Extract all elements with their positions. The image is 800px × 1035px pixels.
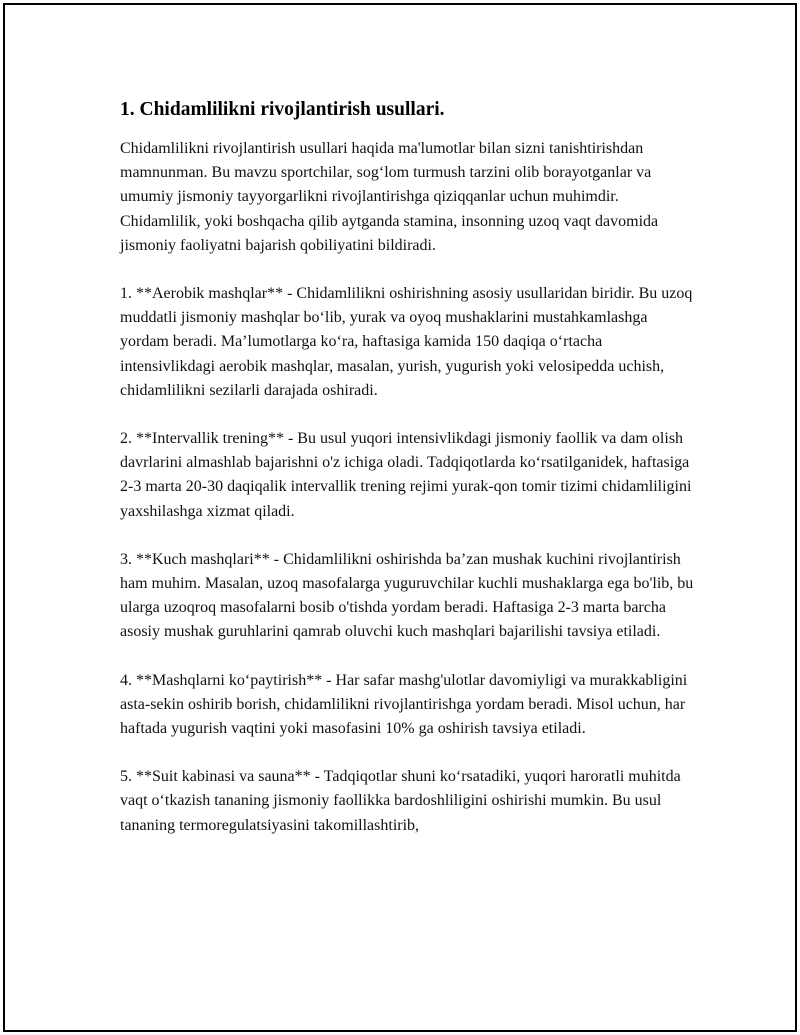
intro-paragraph: Chidamlilikni rivojlantirish usullari haqida ma'lumotlar bilan sizni tanishtirishdan mamnunman. Bu mavzu sportchilar, sog‘lom turmush tarzini olib borayotganlar va umumiy jismoniy tayyorgarlikni rivojlantirishga qiziqqanlar uchun muhimdir. Chidamlilik, yoki boshqacha qilib aytganda stamina, insonning uzoq vaqt davomida jismoniy faoliyatni bajarish qobiliyatini bildiradi. [120, 140, 659, 254]
interval-training-paragraph: 2. **Intervallik trening** - Bu usul yuqori intensivlikdagi jismoniy faollik va dam olish davrlarini almashlab bajarishni o'z ichiga oladi. Tadqiqotlarda ko‘rsatilganidek, haftasiga 2-3 marta 20-30 daqiqalik intervallik trening rejimi yurak-qon tomir tizimi chidamliligini yaxshilashga xizmat qiladi. [120, 430, 692, 520]
sauna-paragraph: 5. **Suit kabinasi va sauna** - Tadqiqotlar shuni ko‘rsatadiki, yuqori haroratli muhitda vaqt o‘tkazish tananing jismoniy faollikka bardoshliligini oshirishi mumkin. Bu usul tananing termoregulatsiyasini takomillashtirib, [120, 768, 681, 834]
section-heading: 1. Chidamlilikni rivojlantirish usullari. [120, 99, 445, 120]
progressive-overload-paragraph: 4. **Mashqlarni ko‘paytirish** - Har safar mashg'ulotlar davomiyligi va murakkabligini asta-sekin oshirib borish, chidamlilikni rivojlantirishga yordam beradi. Misol uchun, har haftada yugurish vaqtini yoki masofasini 10% ga oshirish tavsiya etiladi. [120, 671, 688, 738]
aerobic-exercises-paragraph: 1. **Aerobik mashqlar** - Chidamlilikni oshirishning asosiy usullaridan biridir. Bu uzoq muddatli jismoniy mashqlar bo‘lib, yurak va oyoq mushaklarini mustahkamlashga yordam beradi. Ma’lumotlarga ko‘ra, haftasiga kamida 150 daqiqa o‘rtacha intensivlikdagi aerobik mashqlar, masalan, yurish, yugurish yoki velosipedda uchish, chidamlilikni sezilarli darajada oshiradi. [120, 285, 693, 399]
strength-training-paragraph: 3. **Kuch mashqlari** - Chidamlilikni oshirishda ba’zan mushak kuchini rivojlantirish ham muhim. Masalan, uzoq masofalarga yuguruvchilar kuchli mushaklarga ega bo'lib, bu ularga uzoqroq masofalarni bosib o'tishda yordam beradi. Haftasiga 2-3 marta barcha asosiy mushak guruhlarini qamrab oluvchi kuch mashqlari bajarilishi tavsiya etiladi. [120, 550, 694, 641]
document-body [120, 98, 695, 862]
document-page [3, 3, 797, 1032]
